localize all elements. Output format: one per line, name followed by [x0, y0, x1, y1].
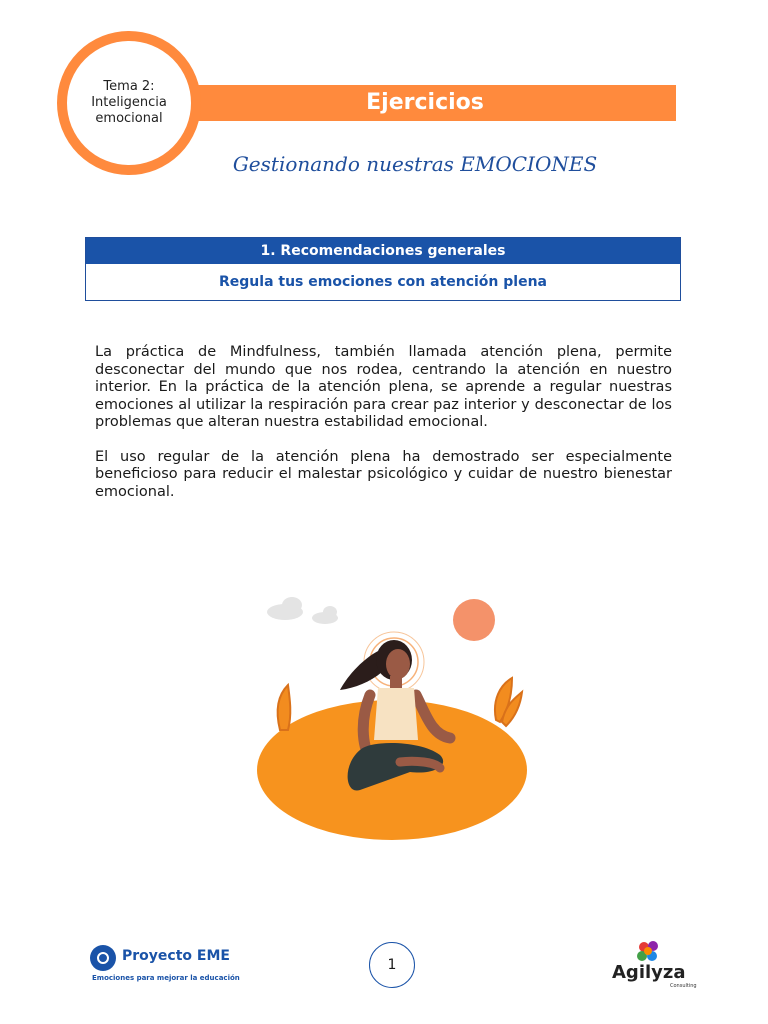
puzzle-globe-icon	[635, 940, 663, 964]
paragraph-1: La práctica de Mindfulness, también llamada atención plena, permite desconectar del mundo que nos rodea, centrando la atención en nuestro interior. En la práctica de la atención plena, se aprende a regular nuestras emociones al utilizar la respiración para crear paz interior y desconectar de los problemas que alteran nuestra estabilidad emocional.	[95, 344, 672, 430]
sun-icon	[453, 599, 495, 641]
project-tagline: Emociones para mejorar la educación	[92, 974, 240, 982]
page-title: Ejercicios	[366, 90, 484, 115]
body-text	[95, 344, 672, 518]
section-title: 1. Recomendaciones generales	[86, 238, 680, 264]
cloud-icon	[267, 597, 338, 624]
project-name: Proyecto EME	[122, 948, 230, 964]
company-name: Agilyza	[612, 962, 686, 983]
topic-line-2: Inteligencia	[91, 95, 167, 110]
topic-line-1: Tema 2:	[103, 79, 155, 94]
target-icon	[90, 945, 116, 971]
company-sub: Consulting	[670, 983, 697, 989]
page-number: 1	[369, 942, 415, 988]
meditation-illustration	[250, 590, 540, 845]
recommendation-box	[85, 237, 681, 301]
topic-line-3: emocional	[95, 111, 163, 126]
page-subtitle: Gestionando nuestras EMOCIONES	[232, 152, 598, 176]
section-subtitle: Regula tus emociones con atención plena	[219, 274, 547, 290]
paragraph-2: El uso regular de la atención plena ha demostrado ser especialmente beneficioso para reducir el malestar psicológico y cuidar de nuestro bienestar emocional.	[95, 448, 672, 500]
